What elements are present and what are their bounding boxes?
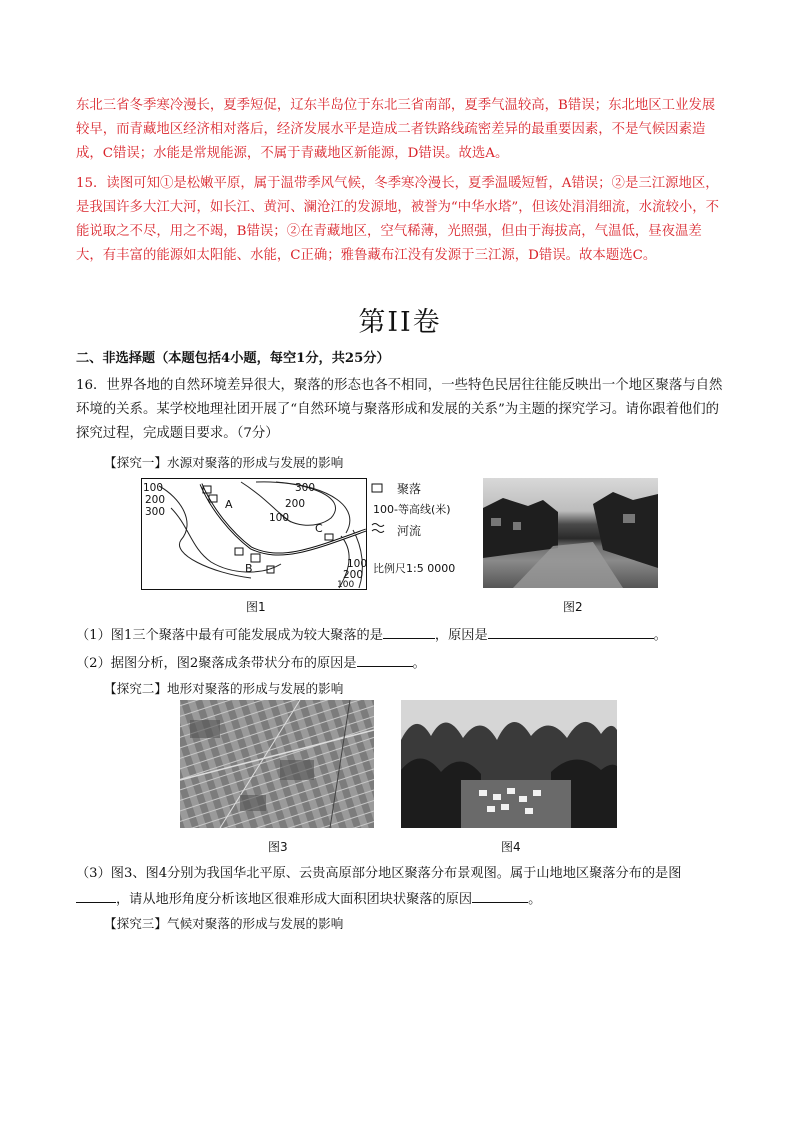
contour-label: 100 — [143, 482, 164, 494]
answer-paragraph-2: 15．读图可知①是松嫩平原，属于温带季风气候，冬季寒冷漫长，夏季温暖短暂，A错误；②是三江源地区，是我国许多大江大河，如长江、黄河、澜沧江的发源地，被誉为“中华水塔”，但该处涓涓细流，水流较小，不能说取之不尽，用之不竭，B错误；②在青藏地区，空气稀薄，光照强，但由于海拔高，气温低，昼夜温差大，有丰富的能源如太阳能、水能，C正确；雅鲁藏布江没有发源于三江源，D错误。故本题选C。 — [76, 176, 720, 263]
section-heading: 二、非选择题（本题包括4小题，每空1分，共25分） — [76, 351, 390, 366]
explore-1-heading: 【探究一】水源对聚落的形成与发展的影响 — [104, 455, 344, 470]
figure-1-caption: 图1 — [246, 600, 266, 614]
question-2 — [76, 652, 426, 671]
question-1-text: （1）图1三个聚落中最有可能发展成为较大聚落的是 — [76, 628, 383, 643]
figure-4-photo — [401, 700, 617, 828]
question-1 — [76, 624, 667, 643]
figure-3-caption: 图3 — [268, 840, 288, 854]
legend-contour: 100-等高线(米) — [373, 503, 451, 516]
contour-label: 200 — [343, 569, 364, 581]
figure-3-photo — [180, 700, 374, 828]
figure-4-caption: 图4 — [501, 840, 521, 854]
map-scale: 比例尺1:5 0000 — [373, 562, 456, 575]
question-3-text: 。 — [528, 892, 542, 907]
contour-label: 100 — [337, 580, 355, 590]
question-2-text: 。 — [412, 656, 426, 671]
answer-blank[interactable] — [472, 890, 528, 903]
contour-label: 300 — [295, 482, 316, 494]
answer-blank[interactable] — [357, 654, 413, 667]
contour-label: 200 — [285, 498, 306, 510]
contour-label: 100 — [269, 512, 290, 524]
contour-label: 200 — [145, 494, 166, 506]
answer-blank[interactable] — [383, 626, 435, 639]
settlement-label-c: C — [315, 522, 323, 535]
explore-2-heading: 【探究二】地形对聚落的形成与发展的影响 — [104, 681, 344, 696]
question-3-text: ，请从地形角度分析该地区很难形成大面积团块状聚落的原因 — [116, 892, 473, 907]
legend-settlement: 聚落 — [397, 482, 422, 496]
question-2-text: （2）据图分析，图2聚落成条带状分布的原因是 — [76, 656, 357, 671]
question-16-intro: 16．世界各地的自然环境差异很大，聚落的形态也各不相同，一些特色民居往往能反映出一个地区聚落与自然环境的关系。某学校地理社团开展了“自然环境与聚落形成和发展的关系”为主题的探究学习。请你跟着他们的探究过程，完成题目要求。（7分） — [76, 378, 723, 441]
question-3: （3）图3、图4分别为我国华北平原、云贵高原部分地区聚落分布景观图。属于山地地区聚落分布的是图 — [76, 866, 682, 881]
question-3-continued — [76, 888, 541, 907]
figure-2-caption: 图2 — [563, 600, 583, 614]
answer-blank[interactable] — [76, 890, 116, 903]
settlement-label-b: B — [245, 562, 253, 575]
explore-3-heading: 【探究三】气候对聚落的形成与发展的影响 — [104, 916, 344, 931]
contour-label: 100 — [347, 558, 368, 570]
settlement-label-a: A — [225, 498, 233, 511]
figure-1-map — [141, 478, 467, 590]
legend-river: 河流 — [397, 524, 422, 538]
question-1-text: ，原因是 — [434, 628, 488, 643]
answer-paragraph-1: 东北三省冬季寒冷漫长，夏季短促，辽东半岛位于东北三省南部，夏季气温较高，B错误；东北地区工业发展较早，而青藏地区经济相对落后，经济发展水平是造成二者铁路线疏密差异的最重要因素，不是气候因素造成，C错误；水能是常规能源，不属于青藏地区新能源，D错误。故选A。 — [76, 98, 716, 161]
question-1-text: 。 — [653, 628, 667, 643]
figure-2-photo — [483, 478, 658, 588]
contour-label: 300 — [145, 506, 166, 518]
section-title: 第II卷 — [358, 307, 442, 338]
answer-blank[interactable] — [488, 626, 654, 639]
